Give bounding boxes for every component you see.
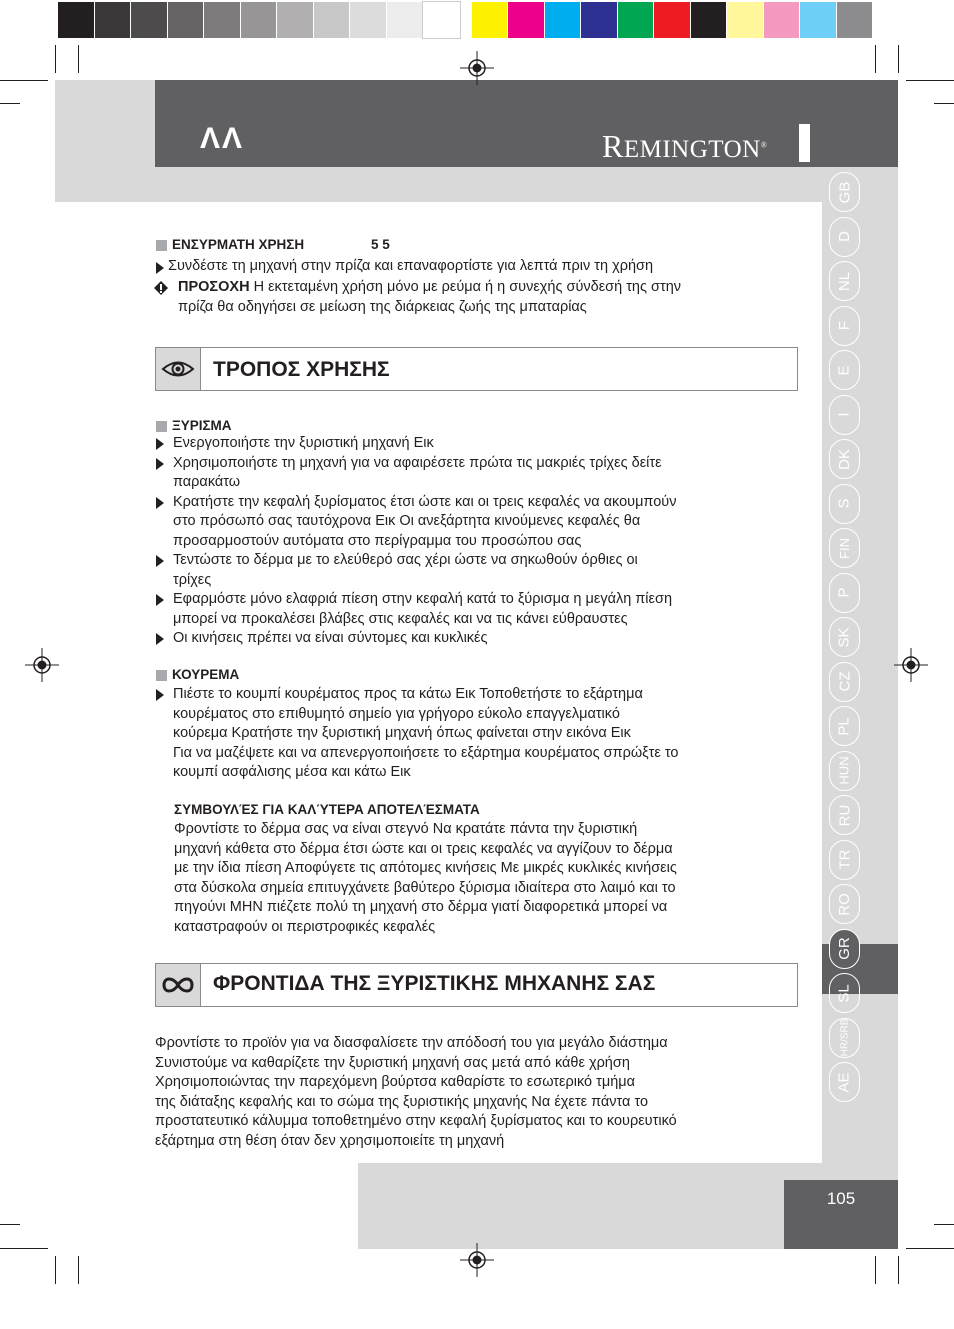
caution-text-1: Η εκτεταμένη χρήση μόνο με ρεύμα ή η συνεχής σύνδεσή της στην: [249, 279, 682, 295]
color-swatch: [204, 2, 241, 38]
caution-line-2: πρίζα θα οδηγήσει σε μείωση της διάρκειας ζωής της μπαταρίας: [178, 299, 587, 315]
trimming-line: Πιέστε το κουμπί κουρέματος προς τα κάτω Εικ Τοποθετήστε το εξάρτημα: [173, 686, 643, 702]
language-tab-label: GB: [836, 181, 853, 203]
shaving-heading: ΞΥΡΙΣΜΑ: [172, 418, 232, 433]
language-tab-p[interactable]: [829, 573, 860, 613]
color-swatch: [691, 2, 728, 38]
care-line: εξάρτημα στη θέση όταν δεν χρησιμοποιείτε τη μηχανή: [155, 1132, 505, 1149]
bullet-arrow-icon: [156, 458, 164, 470]
bullet-arrow-icon: [156, 497, 164, 509]
tips-line: καταστραφούν οι περιστροφικές κεφαλές: [174, 918, 436, 935]
crop-mark: [0, 1248, 48, 1249]
language-tab-label: DK: [836, 448, 853, 470]
crop-mark: [906, 80, 954, 81]
color-swatch: [800, 2, 837, 38]
shaving-line: παρακάτω: [173, 474, 241, 490]
color-swatch: [837, 2, 874, 38]
eye-icon-cell: [156, 348, 201, 390]
language-tab-label: SK: [835, 626, 853, 648]
brand-bar: [799, 124, 810, 162]
color-swatch: [764, 2, 801, 38]
color-swatch: [654, 2, 691, 38]
color-swatch: [277, 2, 314, 38]
language-tab-pl[interactable]: [829, 706, 860, 746]
language-tab-label: E: [835, 364, 853, 376]
language-tab-label: AE: [835, 1071, 853, 1093]
language-tab-cz[interactable]: [829, 662, 860, 702]
crop-mark: [55, 45, 56, 73]
language-tab-label: GR: [836, 937, 853, 960]
language-tab-label: FIN: [836, 537, 852, 559]
trimming-line: Για να μαζέψετε και να απενεργοποιήσετε το εξάρτημα κουρέματος σπρώξτε το: [173, 744, 679, 761]
trimming-line: κούρεμα Κρατήστε την ξυριστική μηχανή όπως φαίνεται στην εικόνα Εικ: [173, 725, 631, 741]
language-tab-ae[interactable]: [829, 1062, 860, 1102]
color-swatch: [350, 2, 387, 38]
language-tab-hun[interactable]: [829, 751, 860, 791]
eye-icon: [161, 358, 195, 380]
language-tab-hr-srb[interactable]: [829, 1018, 860, 1058]
brand-initial: R: [602, 128, 624, 164]
crop-mark: [934, 1224, 954, 1225]
language-tab-label: PL: [835, 716, 853, 736]
shaving-line: Κρατήστε την κεφαλή ξυρίσματος έτσι ώστε και οι τρεις κεφαλές να ακουμπούν: [173, 493, 677, 510]
registration-mark-right: [894, 648, 928, 682]
language-tab-label: HR/SRB: [839, 1018, 851, 1057]
corded-heading-nums: 5 5: [371, 237, 390, 252]
bullet-arrow-icon: [156, 555, 164, 567]
language-tab-label: RU: [835, 804, 853, 826]
language-tab-label: F: [835, 320, 853, 331]
language-tab-sk[interactable]: [829, 617, 860, 657]
crop-mark: [0, 80, 48, 81]
brand-name: EMINGTON: [623, 136, 761, 163]
language-tab-fin[interactable]: [829, 528, 860, 568]
tips-line: Φροντίστε το δέρμα σας να είναι στεγνό Να κρατάτε πάντα την ξυριστική: [174, 821, 638, 837]
section-title-care: ΦΡΟΝΤΙΔΑ ΤΗΣ ΞΥΡΙΣΤΙΚΗΣ ΜΗΧΑΝΗΣ ΣΑΣ: [213, 972, 656, 995]
trimming-heading: ΚΟΥΡΕΜΑ: [172, 667, 240, 682]
language-tab-label: S: [835, 498, 853, 509]
brand-logo: [602, 128, 767, 165]
section-square-icon: [156, 240, 167, 251]
shaving-line: Οι κινήσεις πρέπει να είναι σύντομες και κυκλικές: [173, 630, 488, 646]
language-tab-label: I: [835, 412, 853, 417]
language-tab-label: CZ: [836, 671, 853, 692]
care-line: προστατευτικό κάλυμμα τοποθετημένο στην κεφαλή ξυρίσματος και το κουρευτικό: [155, 1113, 677, 1129]
crop-mark: [78, 45, 79, 73]
caution-label: ΠΡΟΣΟΧΗ: [178, 279, 250, 295]
language-tab-nl[interactable]: [829, 261, 860, 301]
trimming-line: κουρέματος στο επιθυμητό σημείο για γρήγορο εύκολο επαγγελματικό: [173, 705, 620, 722]
color-swatch: [241, 2, 278, 38]
color-swatch: [423, 2, 460, 38]
color-swatch: [618, 2, 655, 38]
crop-mark: [55, 1256, 56, 1284]
language-tab-ro[interactable]: [829, 884, 860, 924]
color-swatch: [727, 2, 764, 38]
language-tab-gb[interactable]: [829, 172, 860, 212]
crop-mark: [0, 1224, 20, 1225]
crop-mark: [875, 1256, 876, 1284]
language-tab-label: TR: [836, 849, 853, 870]
corded-heading: ΕΝΣΥΡΜΑΤΗ ΧΡΗΣΗ: [172, 237, 305, 252]
trimming-line: κουμπί ασφάλισης μέσα και κάτω Εικ: [173, 764, 411, 780]
language-tab-s[interactable]: [829, 484, 860, 524]
color-calibration-bar: [58, 2, 873, 38]
color-swatch: [95, 2, 132, 38]
brand-mark: ®: [760, 140, 768, 150]
care-line: της διάταξης κεφαλής και το σώμα της ξυριστικής μηχανής Να έχετε πάντα το: [155, 1093, 649, 1110]
language-tab-gr[interactable]: [829, 929, 860, 969]
care-line: Συνιστούμε να καθαρίζετε την ξυριστική μηχανή σας μετά από κάθε χρήση: [155, 1054, 630, 1071]
language-tab-sl[interactable]: [829, 973, 860, 1013]
color-swatch: [168, 2, 205, 38]
color-swatch: [472, 2, 509, 38]
crop-mark: [0, 103, 20, 104]
registration-mark-bottom: [460, 1243, 494, 1277]
language-tab-dk[interactable]: [829, 439, 860, 479]
shaving-line: Τεντώστε το δέρμα με το ελεύθερό σας χέρι ώστε να σηκωθούν όρθιες οι: [173, 552, 638, 568]
tips-heading: ΣΥΜΒΟΥΛΈΣ ΓΙΑ ΚΑΛΎΤΕΡΑ ΑΠΟΤΕΛΈΣΜΑΤΑ: [174, 802, 480, 817]
color-swatch: [131, 2, 168, 38]
care-line: Χρησιμοποιώντας την παρεχόμενη βούρτσα καθαρίστε το εσωτερικό τμήμα: [155, 1074, 636, 1090]
crop-mark: [898, 1256, 899, 1284]
language-tab-ru[interactable]: [829, 795, 860, 835]
bullet-arrow-icon: [156, 594, 164, 606]
crop-mark: [875, 45, 876, 73]
shaving-line: μπορεί να προκαλέσει βλάβες στις κεφαλές και να τις κάνει εύθραυστες: [173, 610, 628, 627]
shaving-line: προσαρμοστούν αυτόματα στο περίγραμμα του προσώπου σας: [173, 532, 582, 549]
language-tab-d[interactable]: [829, 217, 860, 257]
color-swatch: [387, 2, 424, 38]
header-title: ΛΛ: [200, 122, 245, 155]
crop-mark: [78, 1256, 79, 1284]
crop-mark: [934, 103, 954, 104]
tips-line: μηχανή κάθετα στο δέρμα έτσι ώστε και οι τρεις κεφαλές να αγγίζουν το δέρμα: [174, 840, 673, 857]
language-tab-label: SL: [835, 983, 853, 1003]
color-swatch: [545, 2, 582, 38]
corded-bullet: Συνδέστε τη μηχανή στην πρίζα και επαναφορτίστε για λεπτά πριν τη χρήση: [168, 258, 654, 274]
color-swatch: [581, 2, 618, 38]
color-swatch: [314, 2, 351, 38]
bullet-arrow-icon: [156, 438, 164, 450]
section-square-icon: [156, 421, 167, 432]
infinity-icon: [161, 975, 195, 995]
registration-mark-left: [25, 648, 59, 682]
page-number: 105: [784, 1180, 898, 1249]
crop-mark: [898, 45, 899, 73]
tips-line: με την ίδια πίεση Αποφύγετε τις απότομες κινήσεις Με μικρές κυκλικές κινήσεις: [174, 860, 677, 876]
shaving-line: στο πρόσωπό σας ταυτόχρονα Εικ Οι ανεξάρτητα κινούμενες κεφαλές θα: [173, 513, 641, 529]
section-title-use: ΤΡΟΠΟΣ ΧΡΗΣΗΣ: [213, 358, 390, 381]
color-swatch: [508, 2, 545, 38]
color-swatch: [58, 2, 95, 38]
crop-mark: [906, 1248, 954, 1249]
bullet-arrow-icon: [156, 689, 164, 701]
tips-line: στα δύσκολα σημεία επιτυγχάνετε βαθύτερο ξύρισμα ιδιαίτερα στο λαιμό και το: [174, 879, 676, 896]
header-bar: [155, 80, 898, 167]
tips-line: πηγούνι ΜΗΝ πιέζετε πολύ τη μηχανή στο δέρμα γιατί διαφορετικά μπορεί να: [174, 899, 668, 915]
warning-icon: [154, 281, 168, 295]
language-tab-label: NL: [836, 271, 853, 291]
section-square-icon: [156, 670, 167, 681]
caution-line-1: [178, 278, 681, 298]
shaving-line: Ενεργοποιήστε την ξυριστική μηχανή Εικ: [173, 435, 434, 451]
language-tab-f[interactable]: [829, 306, 860, 346]
language-tab-label: HUN: [836, 756, 852, 785]
bullet-arrow-icon: [156, 633, 164, 645]
infinity-icon-cell: [156, 964, 201, 1006]
language-tab-e[interactable]: [829, 350, 860, 390]
bullet-arrow-icon: [156, 262, 164, 274]
language-tab-i[interactable]: [829, 395, 860, 435]
language-tab-tr[interactable]: [829, 840, 860, 880]
language-tab-label: D: [836, 231, 853, 242]
shaving-line: τρίχες: [173, 571, 212, 588]
care-line: Φροντίστε το προϊόν για να διασφαλίσετε την απόδοσή του για μεγάλο διάστημα: [155, 1035, 668, 1051]
language-tab-label: P: [835, 587, 853, 598]
shaving-line: Εφαρμόστε μόνο ελαφριά πίεση στην κεφαλή κατά το ξύρισμα η μεγάλη πίεση: [173, 591, 673, 607]
shaving-line: Χρησιμοποιήστε τη μηχανή για να αφαιρέσετε πρώτα τις μακριές τρίχες δείτε: [173, 454, 662, 471]
registration-mark-top: [460, 51, 494, 85]
language-tab-label: RO: [836, 892, 853, 916]
